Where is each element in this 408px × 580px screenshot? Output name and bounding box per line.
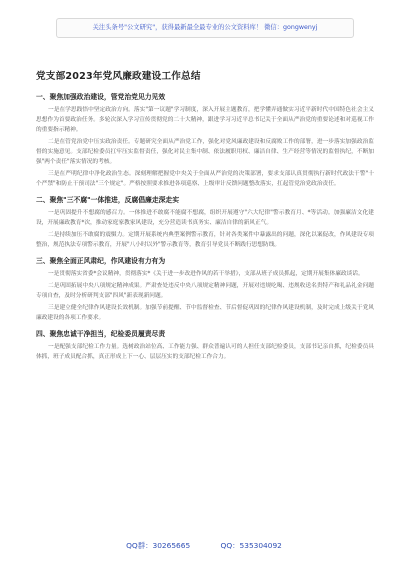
footer-contact — [0, 540, 408, 556]
document-body — [36, 92, 374, 364]
paragraph: 二是巩固拓展中央八项规定精神成果。严肃查处违反中央八项规定精神问题，开展对违规吃喝、违规收送名贵特产和礼品礼金问题专项自查，及时分析研判支部"四风"新表现新问题。 — [36, 283, 374, 299]
section-heading: 三、聚焦全面正风肃纪，作风建设有力有为 — [36, 257, 166, 265]
section-heading: 四、聚焦忠诚干净担当，纪检委员履责尽责 — [36, 330, 166, 338]
footer-qq: QQ：535304092 — [220, 541, 282, 550]
paragraph: 一是贯彻落实省委*会议精神，贯彻落实*《关于进一步改进作风的若干举措》，支部从班子成员抓起，定期开展集体廉政谈话。 — [48, 271, 364, 277]
paragraph: 三是在严明纪律中净化政治生态。深刻理解把握党中央关于全面从严治党的决策部署，要求支部认真贯彻执行新时代政法干警"十个严禁"和防止干预司法"三个规定"。严格按照要求推进各项巡察、上级审计反馈问题整改落实，扛起管党治党政治责任。 — [36, 171, 374, 187]
paragraph: 一是配强支部纪检工作力量。选树政治站位高、工作能力强、群众普遍认可的人担任支部纪检委员，支部书记亲自抓，纪检委员具体抓，班子成员配合抓，真正形成上下一心、层层压实的支部纪检工作合力。 — [36, 344, 374, 360]
paragraph: 二是在管党治党中压实政治责任。专题研究全面从严治党工作，强化对党风廉政建设和反腐败工作的部署，进一步落实加强政治监督的实施意见。支部纪检委员扛牢压实监督责任，强化对民主集中制、依法履职用权、廉洁自律、生产经营等情况的监督执纪，不断加强"两个责任"落实情况的考核。 — [36, 139, 374, 165]
paragraph: 三是建立健全纪律作风建设长效机制。加强节前提醒、节中监督检查、节后督促巩固的纪律作风建设机制，及时完成上级关于党风廉政建设的各项工作要求。 — [36, 305, 374, 321]
document-title: 党支部2023年党风廉政建设工作总结 — [36, 71, 201, 82]
section-heading: 二、聚焦"三不腐"一体推进，反腐倡廉走深走实 — [36, 196, 180, 204]
paragraph: 二是持续加压不敢腐的震慑力。定期开展系统内典型案例警示教育，针对各类案件中暴露出的问题，深化以案促改，作风建设专项整治，规范执法专项警示教育，开展"八小时以外"警示教育等，教育引导党员不断践行思想防线。 — [36, 232, 374, 248]
footer-qq-group: QQ群：30265665 — [126, 541, 191, 550]
paragraph: 一是在学思践悟中坚定政治方向。落实"第一议题"学习制度，深入开展主题教育，把学懂弄通做实习近平新时代中国特色社会主义思想作为首要政治任务。多轮次深入学习宣传贯彻党的二十大精神，跟进学习习近平总书记关于全面从严治党的重要论述和对巡视工作的重要指示精神。 — [36, 107, 374, 133]
paragraph: 一是巩固提升不想腐的感召力。一体推进不敢腐不能腐不想腐，组织开展遵守"六大纪律"警示教育月、*等活动。加强廉洁文化建设，开展廉政教育*次，推动家庭家教家风建设，充分营造读书真务实、廉洁自律的新风正气。 — [36, 210, 374, 226]
section-heading: 一、聚焦加强政治建设，管党治党见力见效 — [36, 93, 166, 101]
top-banner: 关注头条号"公文研究"，获得最新最全最专业的公文资料库！ 微信：gongwenyj — [56, 18, 354, 38]
